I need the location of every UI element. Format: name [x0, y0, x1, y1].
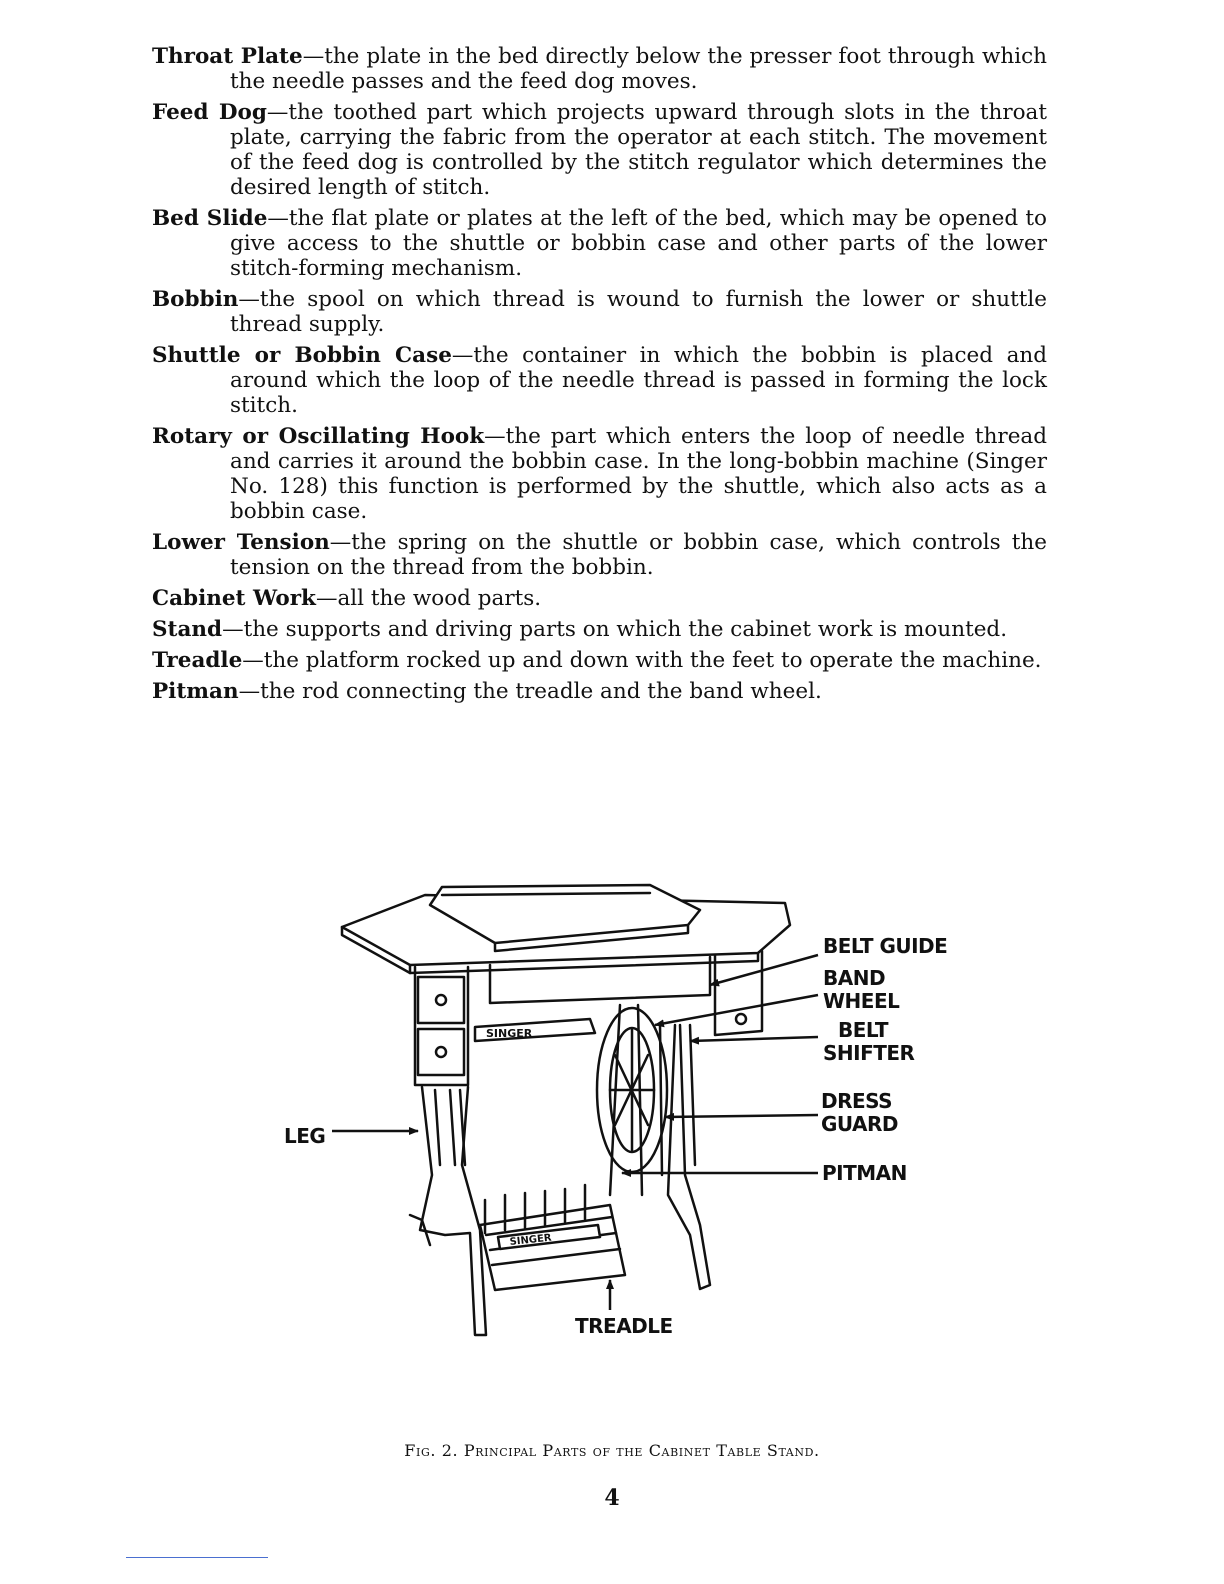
definition-treadle	[152, 648, 1047, 673]
term: Cabinet Work	[152, 586, 316, 611]
definition-shuttle	[152, 343, 1047, 418]
drawer-lower	[418, 1029, 464, 1075]
label-band: BAND	[823, 966, 886, 990]
definition-text: —the spool on which thread is wound to furnish the lower or shuttle thread supply.	[230, 287, 1047, 337]
definitions-list	[152, 44, 1047, 710]
definition-text: —the supports and driving parts on which the cabinet work is mounted.	[222, 617, 1008, 642]
definition-cabinet-work	[152, 586, 1047, 611]
singer-brand-mark: SINGER	[486, 1027, 533, 1040]
dress-guard-leader	[665, 1115, 818, 1117]
definition-text: —the rod connecting the treadle and the band wheel.	[238, 679, 822, 704]
definition-text: —the plate in the bed directly below the presser foot through which the needle passes and the feed dog moves.	[230, 44, 1048, 94]
definition-bed-slide	[152, 206, 1047, 281]
definition-text: —the part which enters the loop of needle thread and carries it around the bobbin case. In the long-bobbin machine (Singer No. 128) this function is performed by the shuttle, which also acts as a bobbin case.	[230, 424, 1047, 524]
definition-throat-plate	[152, 44, 1047, 94]
term: Shuttle or Bobbin Case	[152, 343, 452, 368]
definition-text: —the flat plate or plates at the left of the bed, which may be opened to give access to the shuttle or bobbin case and other parts of the lower stitch-forming mechanism.	[230, 206, 1047, 281]
term: Stand	[152, 617, 223, 642]
label-belt: BELT	[838, 1018, 888, 1042]
term: Throat Plate	[152, 44, 303, 69]
drawer-upper	[418, 977, 464, 1023]
definition-hook	[152, 424, 1047, 524]
label-treadle: TREADLE	[575, 1314, 673, 1338]
definition-text: —the platform rocked up and down with the feet to operate the machine.	[242, 648, 1042, 673]
label-leg: LEG	[284, 1124, 326, 1148]
definition-bobbin	[152, 287, 1047, 337]
label-shifter: SHIFTER	[823, 1041, 915, 1065]
right-leg	[668, 1025, 710, 1289]
label-pitman: PITMAN	[822, 1161, 907, 1185]
definition-feed-dog	[152, 100, 1047, 200]
label-wheel: WHEEL	[823, 989, 900, 1013]
cabinet-stand-illustration	[270, 865, 970, 1355]
label-dress: DRESS	[821, 1089, 893, 1113]
term: Pitman	[152, 679, 239, 704]
definition-pitman	[152, 679, 1047, 704]
term: Lower Tension	[152, 530, 330, 555]
label-guard: GUARD	[821, 1112, 899, 1136]
belt-guide-leader	[710, 955, 818, 985]
cabinet-stand-figure	[270, 865, 970, 1355]
term: Feed Dog	[152, 100, 267, 125]
label-belt-guide: BELT GUIDE	[823, 934, 948, 958]
footnote-rule	[126, 1557, 268, 1558]
definition-text: —the spring on the shuttle or bobbin case, which controls the tension on the thread from the bobbin.	[230, 530, 1047, 580]
figure-caption: Fig. 2. Principal Parts of the Cabinet Table Stand.	[404, 1441, 820, 1460]
term: Treadle	[152, 648, 243, 673]
term: Rotary or Oscillating Hook	[152, 424, 485, 449]
definition-stand	[152, 617, 1047, 642]
belt-shifter-leader	[690, 1037, 818, 1041]
definition-text: —all the wood parts.	[315, 586, 542, 611]
term: Bed Slide	[152, 206, 268, 231]
term: Bobbin	[152, 287, 239, 312]
treadle-brand-mark: SINGER	[509, 1232, 553, 1248]
page-number: 4	[604, 1485, 620, 1511]
definition-text: —the toothed part which projects upward through slots in the throat plate, carrying the fabric from the operator at each stitch. The movement of the feed dog is controlled by the stitch regulator which determines the desired length of stitch.	[230, 100, 1048, 200]
definition-text: —the container in which the bobbin is placed and around which the loop of the needle thread is passed in forming the lock stitch.	[230, 343, 1047, 418]
definition-lower-tension	[152, 530, 1047, 580]
